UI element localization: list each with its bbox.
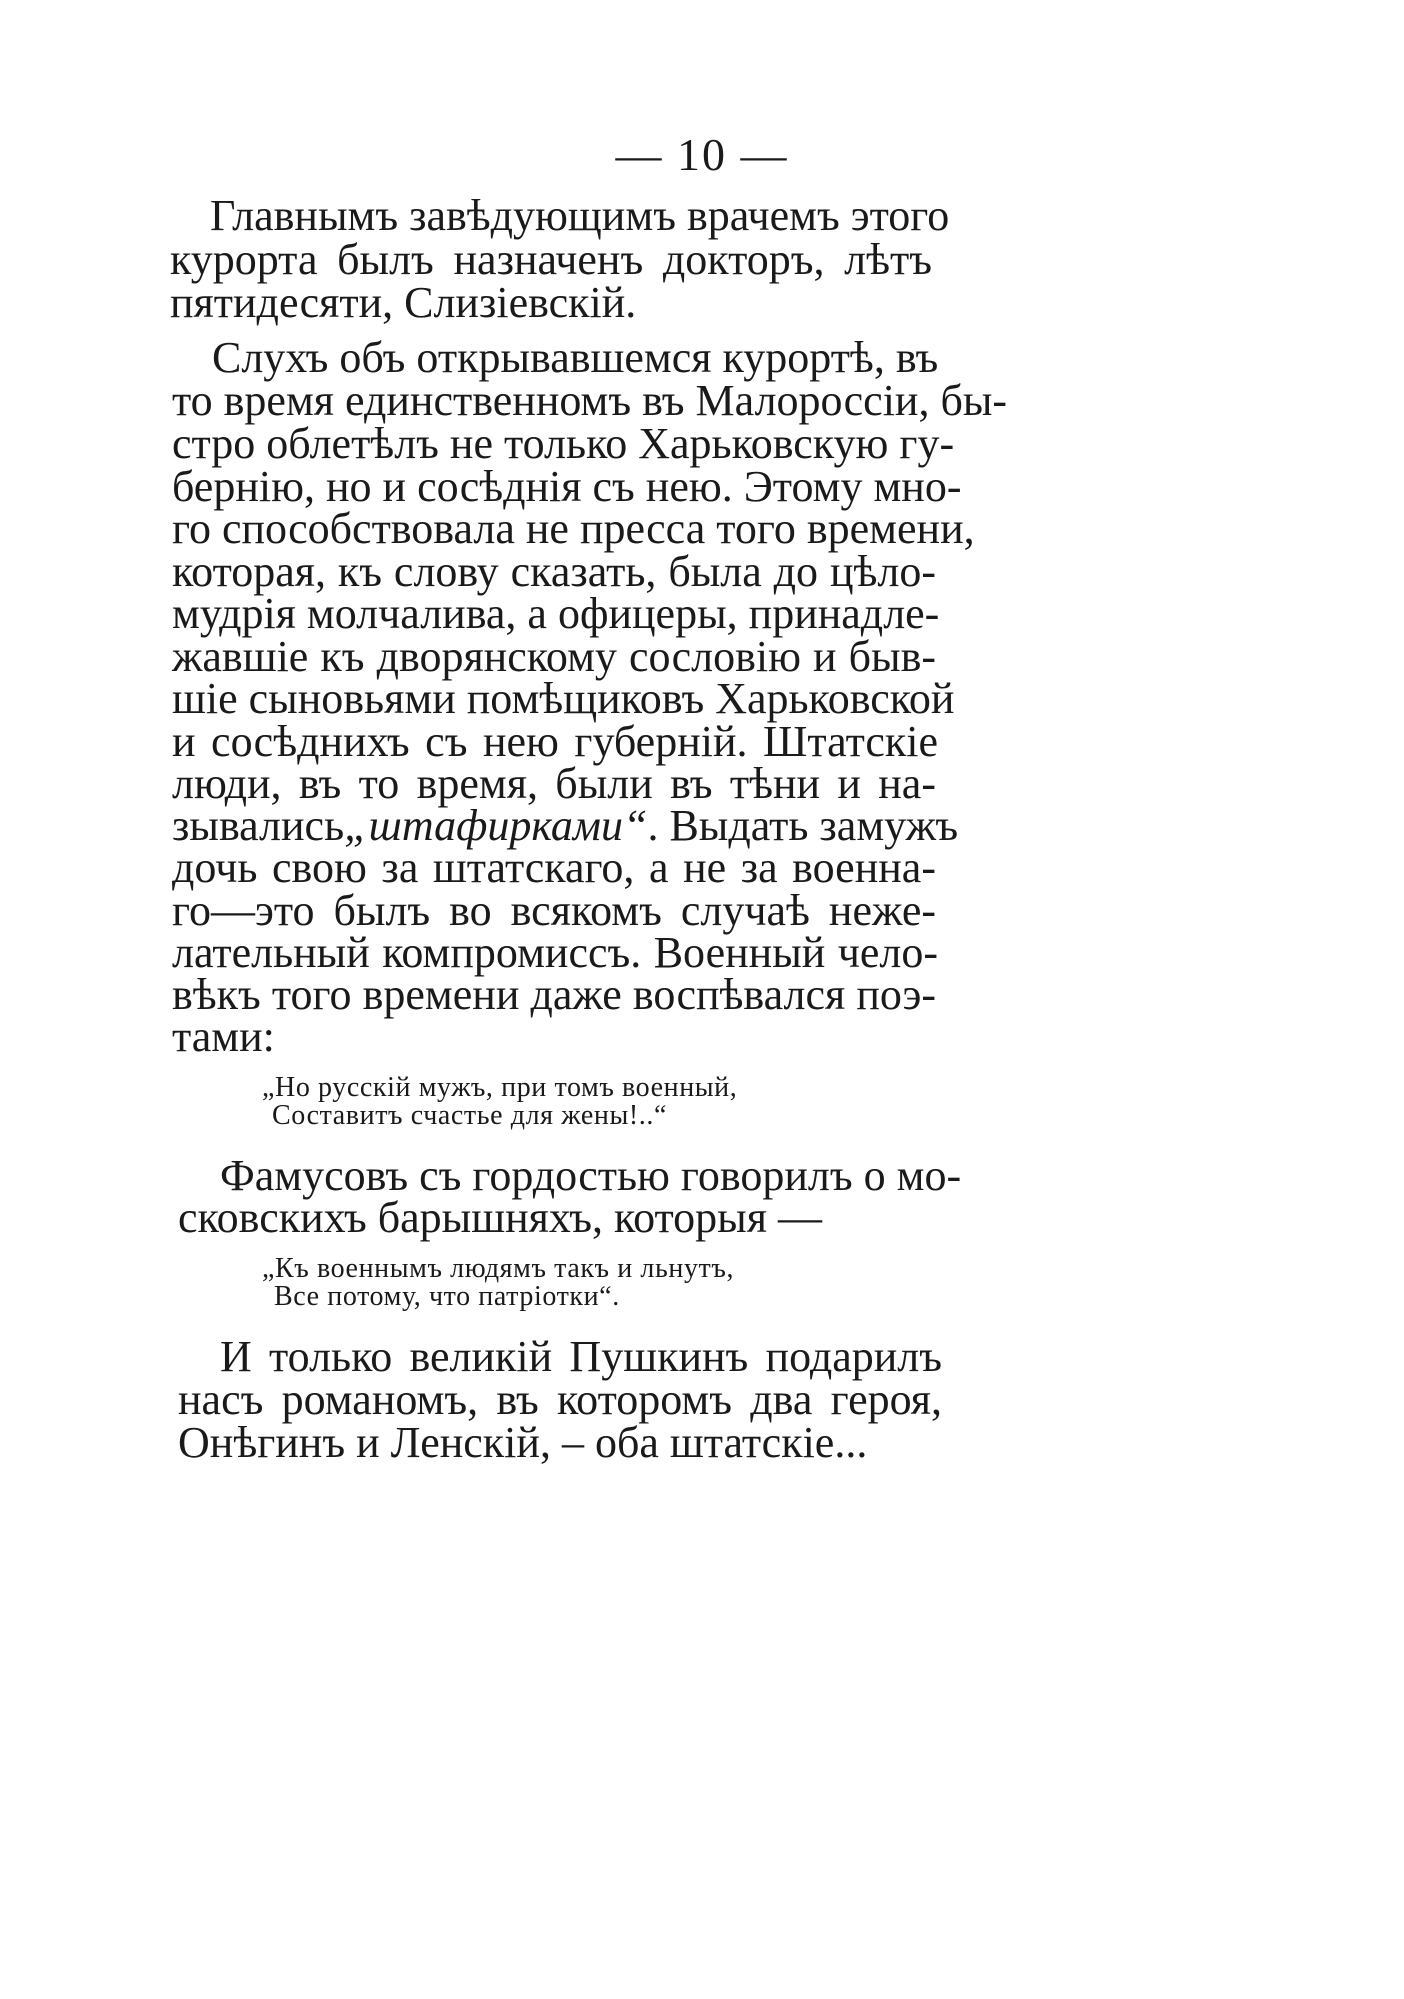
- text-line: шіе сыновьями помѣщиковъ Харьковской: [172, 674, 955, 723]
- text-line: [172, 801, 959, 850]
- text-line: Онѣгинъ и Ленскій, – оба штатскіе...: [178, 1418, 868, 1467]
- text-line: мудрія молчалива, а офицеры, принадле-: [172, 589, 940, 638]
- text-line: насъ романомъ, въ которомъ два героя,: [178, 1375, 942, 1424]
- text-line: стро облетѣлъ не только Харьковскую гу-: [172, 419, 955, 468]
- text-line: го способствовала не пресса того времени,: [172, 504, 975, 553]
- text-line: люди, въ то время, были въ тѣни и на-: [172, 759, 936, 808]
- verse-line: Все потому, что патріотки“.: [274, 1281, 620, 1312]
- text-line: го—это былъ во всякомъ случаѣ неже-: [172, 886, 936, 935]
- text-line: Фамусовъ съ гордостью говорилъ о мо-: [220, 1151, 962, 1200]
- text-line: которая, къ слову сказать, была до цѣло-: [172, 547, 936, 596]
- text-line: дочь свою за штатскаго, а не за военна-: [172, 843, 936, 892]
- verse-line: „Къ военнымъ людямъ такъ и льнутъ,: [262, 1253, 735, 1284]
- text-line: Главнымъ завѣдующимъ врачемъ этого: [210, 191, 950, 240]
- text-word: зывались: [172, 801, 345, 850]
- text-line: лательный компромиссъ. Военный чело-: [172, 928, 938, 977]
- text-line: и сосѣднихъ съ нею губерній. Штатскіе: [172, 717, 938, 766]
- text-line: пятидесяти, Слизіевскій.: [170, 278, 637, 327]
- text-line: И только великій Пушкинъ подарилъ: [220, 1332, 942, 1381]
- text-line: сковскихъ барышняхъ, которыя —: [178, 1193, 822, 1242]
- text-word: . Выдать замужъ: [647, 801, 959, 850]
- text-line: курорта былъ назначенъ докторъ, лѣтъ: [170, 235, 932, 284]
- text-line: жавшіе къ дворянскому сословію и быв-: [172, 632, 936, 681]
- verse-line: Составитъ счастье для жены!..“: [272, 1100, 668, 1131]
- text-line: вѣкъ того времени даже воспѣвался поэ-: [172, 970, 936, 1019]
- text-line: Слухъ объ открывавшемся курортѣ, въ: [212, 333, 939, 382]
- text-line: то время единственномъ въ Малороссіи, бы-: [172, 376, 1008, 425]
- page-number: — 10 —: [615, 129, 789, 180]
- verse-line: „Но русскій мужъ, при томъ военный,: [262, 1072, 738, 1103]
- text-line: бернію, но и сосѣднія съ нею. Этому мно-: [172, 462, 962, 511]
- text-line: тами:: [172, 1012, 275, 1061]
- quoted-word: „штафирками“: [344, 801, 648, 850]
